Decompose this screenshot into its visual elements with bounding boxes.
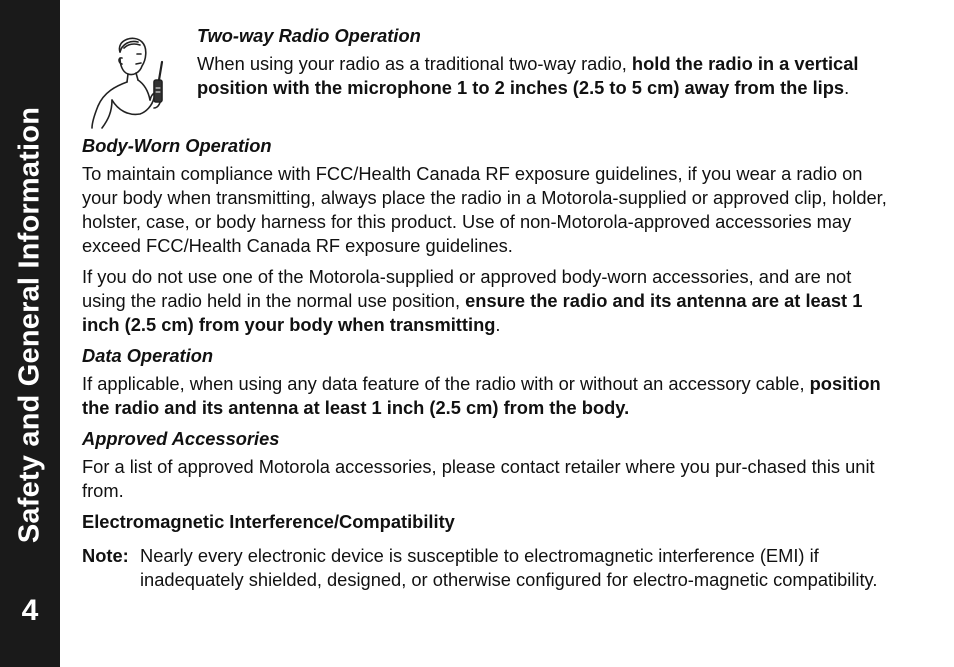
data-operation-section [82,344,897,420]
note-text: Nearly every electronic device is susceptible to electromagnetic interference (EMI) if inadequately shielded, designed, or otherwise configured for electro-magnetic compatibility. [140,545,878,590]
data-operation-bold-text: position the radio and its antenna at least 1 inch (2.5 cm) from the body. [82,373,881,418]
data-operation-text: If applicable, when using any data feature of the radio with or without an accessory cable, [82,373,810,394]
note-label: Note: [82,545,129,566]
two-way-bold-text: hold the radio in a vertical position with the microphone 1 to 2 inches (2.5 to 5 cm) away from the lips [197,53,859,98]
body-worn-heading: Body-Worn Operation [82,135,272,156]
body-worn-section [82,134,897,337]
body-worn-text-end: . [495,314,501,335]
side-tab [0,0,60,667]
data-operation-heading: Data Operation [82,345,214,366]
emi-heading: Electromagnetic Interference/Compatibility [82,511,455,532]
person-talking-on-radio-icon [82,30,182,130]
two-way-section [82,24,897,134]
emi-section [82,510,897,592]
body-worn-bold-text: ensure the radio and its antenna are at least 1 inch (2.5 cm) from your body when transmitting [82,290,863,335]
body-worn-text: If you do not use one of the Motorola-supplied or approved body-worn accessories, and are not using the radio held in the normal use position, [82,266,852,311]
body-worn-paragraph-2 [82,265,897,337]
two-way-text: When using your radio as a traditional two-way radio, [197,53,632,74]
two-way-paragraph [197,52,897,100]
data-operation-paragraph [82,372,897,420]
two-way-text-block [197,24,897,107]
page-number: 4 [21,594,39,627]
section-title: Safety and General Information [13,106,46,544]
two-way-heading: Two-way Radio Operation [197,25,421,46]
emi-note [82,544,897,592]
page-content [82,24,897,592]
accessories-paragraph: For a list of approved Motorola accessories, please contact retailer where you pur-chased this unit from. [82,456,875,501]
accessories-section [82,427,897,503]
two-way-text-end: . [844,77,850,98]
accessories-heading: Approved Accessories [82,428,280,449]
body-worn-paragraph-1: To maintain compliance with FCC/Health Canada RF exposure guidelines, if you wear a radio on your body when transmitting, always place the radio in a Motorola-supplied or approved clip, holder, holster, case, or body harness for this product. Use of non-Motorola-approved accessories may exceed FCC/Health Canada RF exposure guidelines. [82,163,887,256]
